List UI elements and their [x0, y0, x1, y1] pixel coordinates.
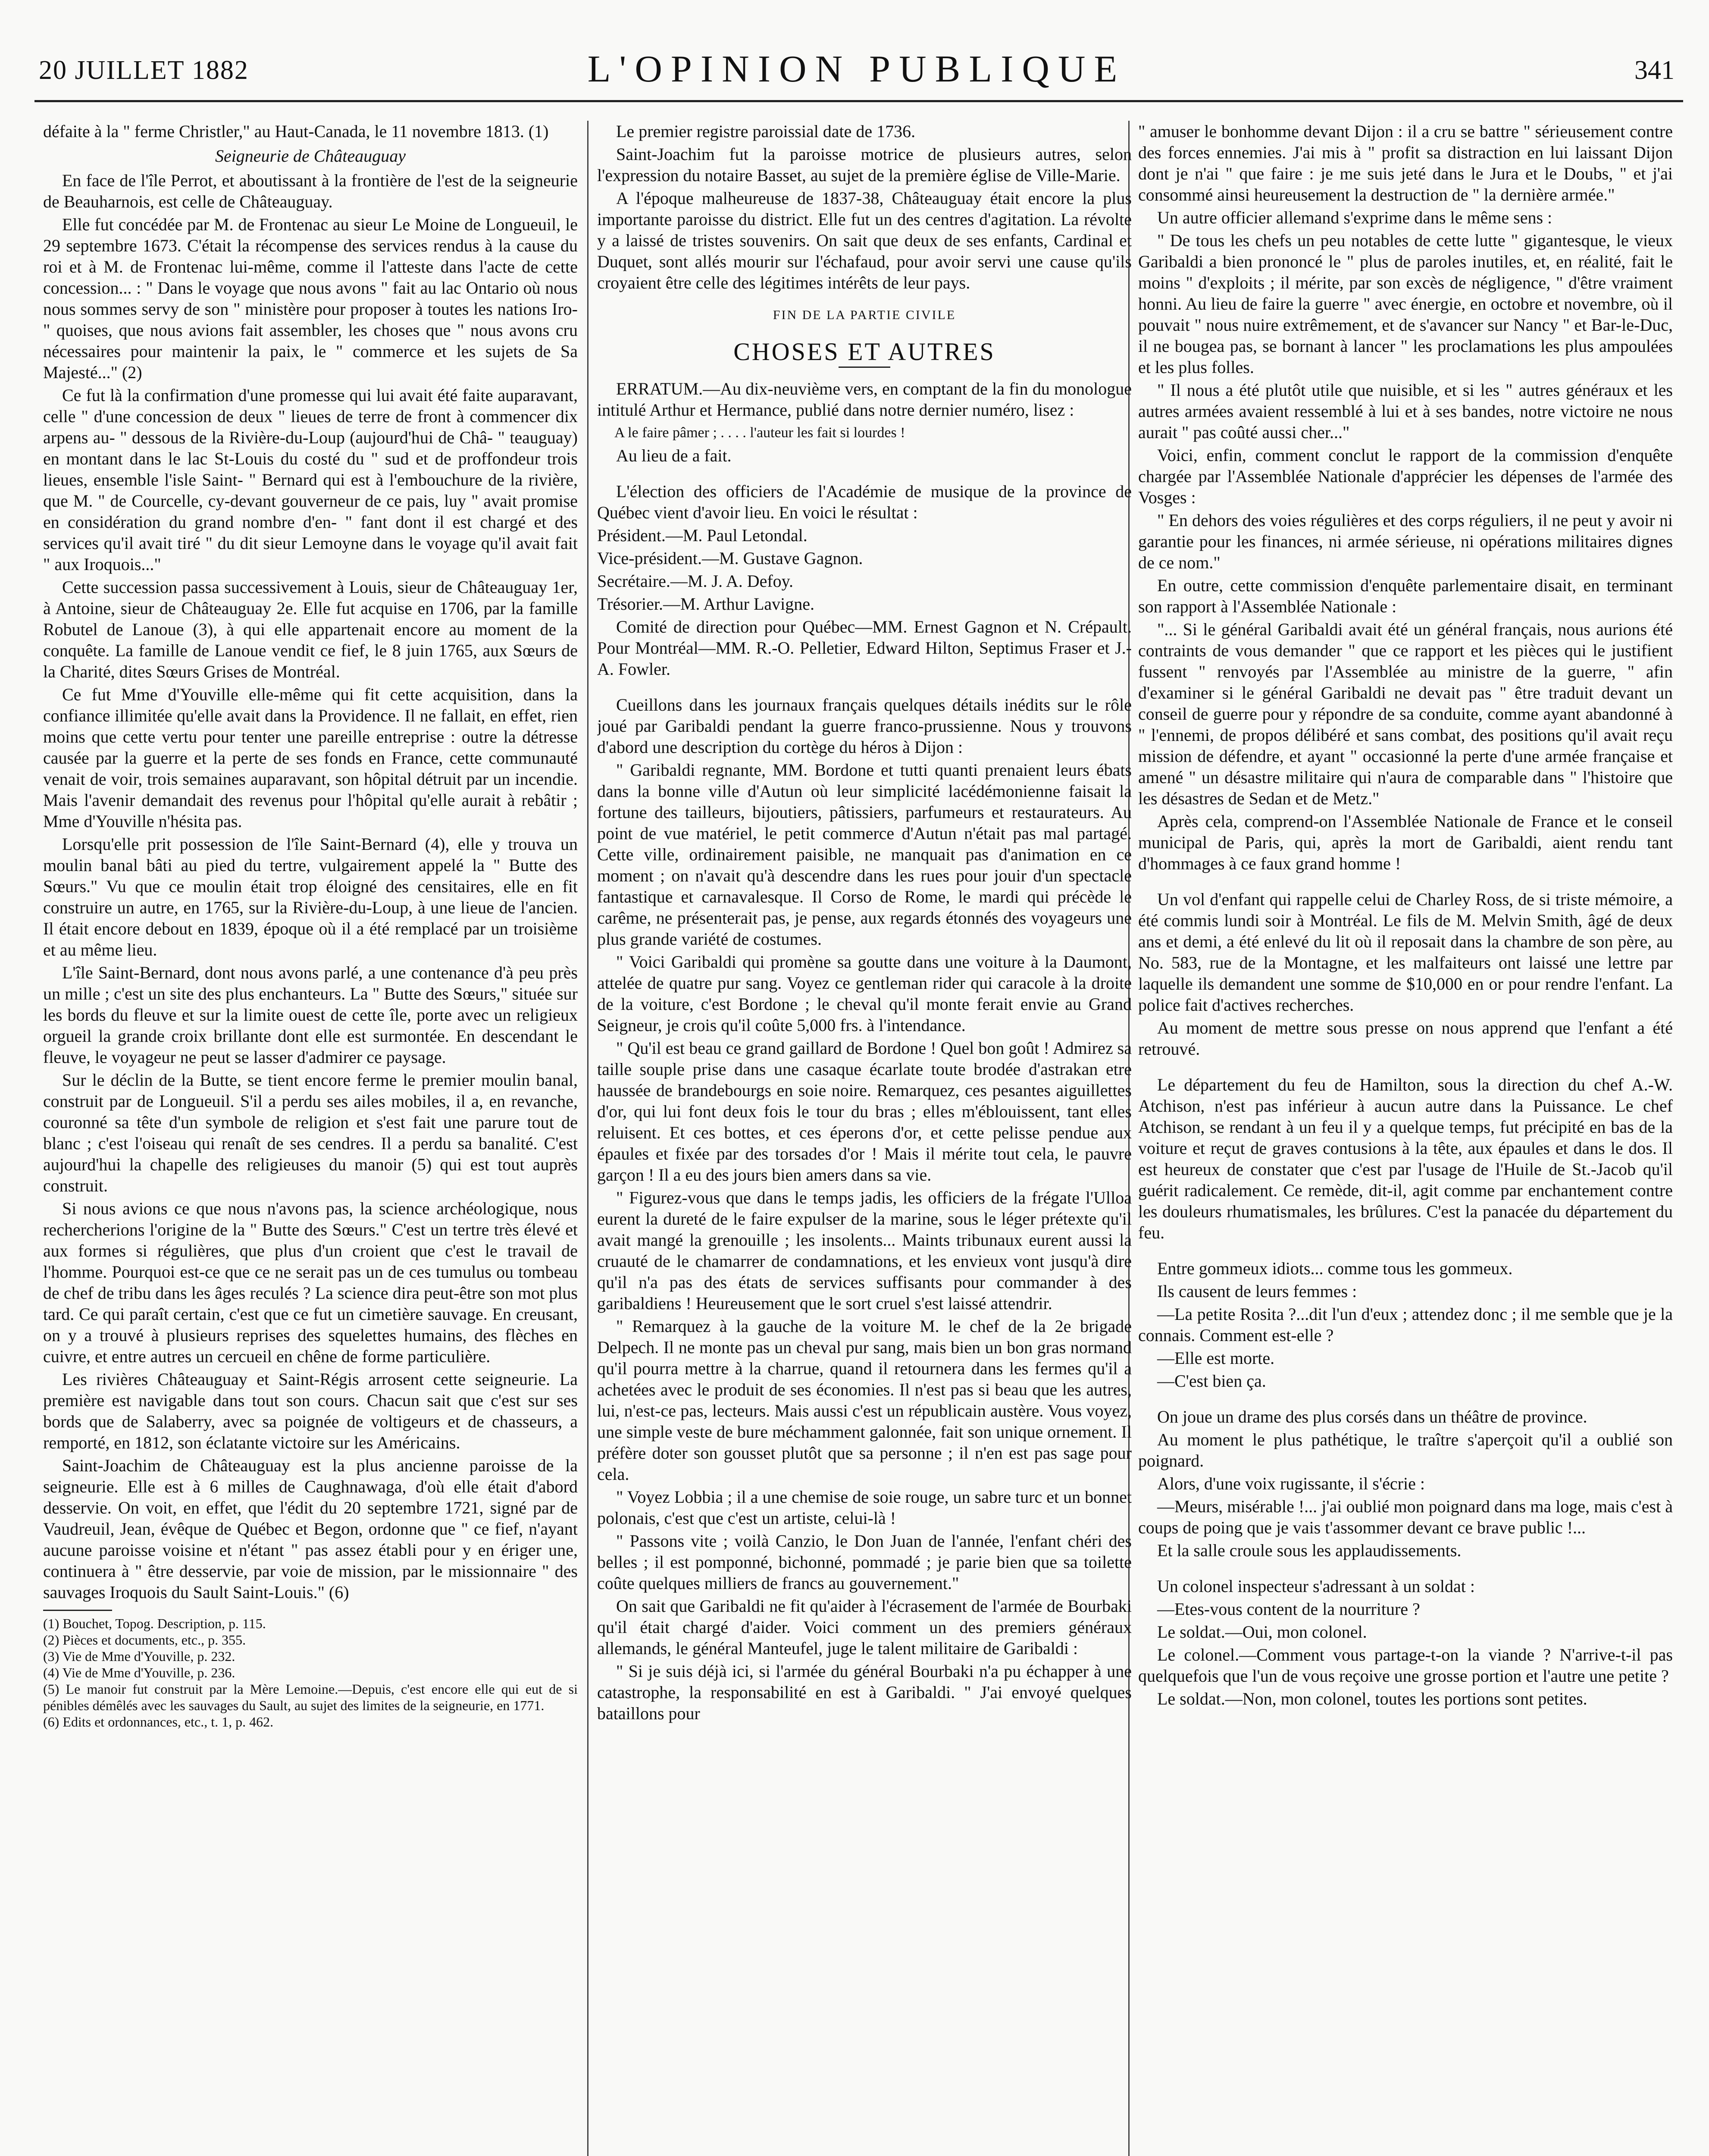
paragraph: Saint-Joachim fut la paroisse motrice de plusieurs autres, selon l'expression du notaire Basset, au sujet de la première église de Ville-Marie.: [597, 144, 1132, 185]
list-item: Secrétaire.—M. J. A. Defoy.: [597, 571, 794, 591]
paragraph: Un colonel inspecteur s'adressant à un soldat :: [1157, 1576, 1475, 1596]
paragraph: Cueillons dans les journaux français quelques détails inédits sur le rôle joué par Garibaldi pendant la guerre franco-prussienne. Nous y trouvons d'abord une description du cortège du héros à Dijon :: [597, 695, 1132, 757]
paragraph: On joue un drame des plus corsés dans un théâtre de province.: [1157, 1407, 1587, 1426]
quote-paragraph: " Qu'il est beau ce grand gaillard de Bordone ! Quel bon goût ! Admirez sa taille souple prise dans une casaque écarlate toute brodée d'astrakan etre haussée de brandebourgs en soie noire. Remarquez, ces pesantes aiguillettes d'or, qui lui font deux fois le tour du bras ; elles m'éblouissent, tant elles reluisent. Et ces bottes, et ces éperons d'or, et cette pelisse pendue aux épaules et fixée par des torsades d'or ! Mais il mérite tout cela, le pauvre garçon ! Il a eu des jours bien amers dans sa vie.: [597, 1038, 1132, 1185]
paragraph: Après cela, comprend-on l'Assemblée Nationale de France et le conseil municipal de Paris, qui, après la mort de Garibaldi, aient rendu tant d'hommages à ce faux grand homme !: [1138, 812, 1673, 873]
paragraph: L'élection des officiers de l'Académie de musique de la province de Québec vient d'avoir lieu. En voici le résultat :: [597, 482, 1132, 522]
quote-paragraph: " Voici Garibaldi qui promène sa goutte dans une voiture à la Daumont, attelée de quatre pur sang. Voyez ce gentleman rider qui caracole à la droite de la voiture, c'est Bordone ; le cheval qu'il monte ferait envie au Grand Seigneur, je crois qu'il coûte 5,000 frs. à l'intendance.: [597, 952, 1132, 1035]
paragraph: Les rivières Châteauguay et Saint-Régis arrosent cette seigneurie. La première est navigable dans tout son cours. Chacun sait que c'est sur ses bords que de Salaberry, avec sa poignée de voltigeurs et de chasseurs, a remporté, en 1812, son éclatante victoire sur les Américains.: [43, 1369, 578, 1452]
column-3: [1138, 121, 1673, 2156]
paragraph: Ils causent de leurs femmes :: [1157, 1282, 1357, 1301]
quote-paragraph: " Si je suis déjà ici, si l'armée du général Bourbaki n'a pu échapper à une catastrophe, la responsabilité en est à Garibaldi. " J'ai envoyé quelques bataillons pour: [597, 1661, 1132, 1723]
quote-paragraph: "... Si le général Garibaldi avait été un général français, nous aurions été contraints de vous demander " que ce rapport et les pièces qui le justifient fussent " renvoyés par l'Assemblée au ministre de la guerre, " afin d'examiner si le général Garibaldi ne devait pas " être traduit devant un conseil de guerre pour y répondre de sa conduite, comme ayant abandonné à " l'ennemi, de propos délibéré et sans combat, des positions qu'il avait reçu mission de défendre, et ayant " occasionné la perte d'une armée française et amené " un désastre militaire qui n'aura de comparable dans " l'histoire que les désastres de Sedan et de Metz.": [1138, 620, 1673, 808]
footnote: (3) Vie de Mme d'Youville, p. 232.: [43, 1648, 235, 1664]
paragraph: Voici, enfin, comment conclut le rapport de la commission d'enquête chargée par l'Assemblée Nationale d'apprécier les dépenses de l'armée des Vosges :: [1138, 445, 1673, 507]
footnote-rule: [43, 1610, 112, 1611]
list-item: Vice-président.—M. Gustave Gagnon.: [597, 548, 863, 568]
list-item: Trésorier.—M. Arthur Lavigne.: [597, 594, 815, 614]
quote-paragraph: " De tous les chefs un peu notables de cette lutte " gigantesque, le vieux Garibaldi a bien prononcé le " plus de paroles inutiles, et, en réalité, fait le moins " d'exploits ; il mérite, par son excès de négligence, " d'être vraiment honni. Au lieu de faire la guerre " avec énergie, en octobre et novembre, où il pouvait " nous nuire extrêmement, et de s'avancer sur Nancy " et Bar-le-Duc, il ne bougea pas, se bornant à lancer " les proclamations les plus ampoulées et les plus folles.: [1138, 231, 1673, 377]
quote-paragraph: " En dehors des voies régulières et des corps réguliers, il ne peut y avoir ni garantie pour les finances, ni armée sérieuse, ni opérations militaires dignes de ce nom.": [1138, 511, 1673, 572]
newspaper-title: L'OPINION PUBLIQUE: [587, 48, 1126, 90]
header-rule: [34, 100, 1683, 102]
section-title: CHOSES ET AUTRES: [733, 338, 995, 366]
dialogue-line: —Elle est morte.: [1157, 1348, 1275, 1368]
quote-paragraph: " Figurez-vous que dans le temps jadis, les officiers de la frégate l'Ulloa eurent la dureté de le faire expulser de la marine, sous le léger prétexte qu'il avait mangé la grenouille ; les insolents... Maints tribunaux eurent aussi la cruauté de le chamarrer de condamnations, et les envieux vont jusqu'à dire qu'il n'a pas des états de services suffisants pour commander à des garibaldiens ! Heureusement que le sort cruel s'est laissé attendrir.: [597, 1188, 1132, 1313]
footnote: (1) Bouchet, Topog. Description, p. 115.: [43, 1616, 266, 1631]
verse-line: A le faire pâmer ; . . . . l'auteur les fait si lourdes !: [614, 425, 905, 441]
paragraph: Lorsqu'elle prit possession de l'île Saint-Bernard (4), elle y trouva un moulin banal bâti au pied du tertre, vulgairement appelé la " Butte des Sœurs." Vu que ce moulin était trop éloigné des censitaires, elle en fit construire un autre, en 1765, sur la Rivière-du-Loup, à une lieue de l'ancien. Il était encore debout en 1839, époque où il a été remplacé par un troisième et au même lieu.: [43, 834, 578, 959]
paragraph: En face de l'île Perrot, et aboutissant à la frontière de l'est de la seigneurie de Beauharnois, est celle de Châteauguay.: [43, 171, 578, 211]
dialogue-line: —C'est bien ça.: [1157, 1371, 1266, 1391]
dialogue-line: —La petite Rosita ?...dit l'un d'eux ; attendez donc ; il me semble que je la connais. Comment est-elle ?: [1138, 1304, 1673, 1345]
erratum-paragraph: ERRATUM.—Au dix-neuvième vers, en comptant de la fin du monologue intitulé Arthur et Hermance, publié dans notre dernier numéro, lisez :: [597, 379, 1132, 420]
header-date: 20 JUILLET 1882: [39, 56, 249, 85]
footnote: (6) Edits et ordonnances, etc., t. 1, p. 462.: [43, 1714, 274, 1730]
paragraph: Un autre officier allemand s'exprime dans le même sens :: [1157, 208, 1552, 227]
paragraph: Ce fut là la confirmation d'une promesse qui lui avait été faite auparavant, celle " d'une concession de deux " lieues de terre de front à commencer dix arpens au- " dessous de la Rivière-du-Loup (aujourd'hui de Châ- " teauguay) en montant dans le lac St-Louis du costé du " sud et de proffondeur trois lieues, ensemble l'isle Saint- " Bernard qui est à l'embouchure de la rivière, que M. " de Courcelle, cy-devant gouverneur de ce pais, luy " avait promise en considération du grand nombre d'en- " fant dont il est chargé et des services qu'il avait tiré " du dit sieur Lemoyne dans le voyage qu'il avait fait " aux Iroquois...": [43, 385, 578, 574]
quote-paragraph: " amuser le bonhomme devant Dijon : il a cru se battre " sérieusement contre des forces ennemies. J'ai mis à " profit sa distraction en lui laissant Dijon dont je n'ai " que faire : je me suis jeté dans le Jura et le Doubs, " et j'ai consommé ainsi heureusement la destruction de " la dernière armée.": [1138, 122, 1673, 204]
paragraph: On sait que Garibaldi ne fit qu'aider à l'écrasement de l'armée de Bourbaki qu'il était chargé d'aider. Voici comment un des premiers généraux allemands, le général Manteufel, juge le talent militaire de Garibaldi :: [597, 1596, 1132, 1658]
page-header: [30, 47, 1683, 95]
dialogue-line: Le soldat.—Oui, mon colonel.: [1157, 1622, 1367, 1642]
paragraph: Comité de direction pour Québec—MM. Ernest Gagnon et N. Crépault. Pour Montréal—MM. R.-O. Pelletier, Edward Hilton, Septimus Fraser et J.-A. Fowler.: [597, 617, 1132, 679]
footnote: (5) Le manoir fut construit par la Mère Lemoine.—Depuis, c'est encore elle qui eut de si pénibles démêlés avec les sauvages du Sault, au sujet des limites de la seigneurie, en 1771.: [43, 1681, 578, 1713]
section-end-label: FIN DE LA PARTIE CIVILE: [773, 308, 956, 322]
paragraph: En outre, cette commission d'enquête parlementaire disait, en terminant son rapport à l'Assemblée Nationale :: [1138, 576, 1673, 616]
quote-paragraph: " Passons vite ; voilà Canzio, le Don Juan de l'année, l'enfant chéri des belles ; il est pomponné, bichonné, pommadé ; je parie bien que sa toilette coûte quelques milliers de francs au gouvernement.": [597, 1531, 1132, 1593]
paragraph: Le département du feu de Hamilton, sous la direction du chef A.-W. Atchison, n'est pas inférieur à aucun autre dans la Puissance. Le chef Atchison, se rendant à un feu il y a quelque temps, fut précipité en bas de la voiture et reçut de graves contusions à la tête, aux épaules et dans le dos. Il est heureux de constater que c'est par l'usage de l'Huile de St.-Jacob qu'il guérit radicalement. Ce remède, dit-il, agit comme par enchantement contre les douleurs rhumatismales, les brûlures. C'est la panacée du département du feu.: [1138, 1075, 1673, 1242]
dialogue-line: —Etes-vous content de la nourriture ?: [1157, 1599, 1420, 1619]
quote-paragraph: " Il nous a été plutôt utile que nuisible, et si les " autres généraux et les autres armées avaient ressemblé à lui et à ses bandes, notre victoire ne nous aurait " pas coûté aussi cher...": [1138, 380, 1673, 442]
list-item: Président.—M. Paul Letondal.: [597, 526, 808, 545]
dialogue-line: Le soldat.—Non, mon colonel, toutes les portions sont petites.: [1157, 1689, 1587, 1708]
quote-paragraph: " Remarquez à la gauche de la voiture M. le chef de la 2e brigade Delpech. Il ne monte pas un cheval pur sang, mais bien un bon gras normand qu'il pourra mettre à la charrue, quand il retournera dans les fermes qu'il a achetées avec le produit de ses économies. Il n'est pas si beau que les autres, lui, n'est-ce pas, lecteurs. Mais aussi c'est un républicain austère. Vous voyez, une simple veste de bure méchamment galonnée, fait son unique ornement. Il préfère doter son gousset plutôt que sa personne ; il n'en est pas sage pour cela.: [597, 1316, 1132, 1484]
column-2: [597, 121, 1132, 2156]
paragraph: Saint-Joachim de Châteauguay est la plus ancienne paroisse de la seigneurie. Elle est à 6 milles de Caughnawaga, d'où elle était d'abord desservie. On voit, en effet, que l'édit du 20 septembre 1721, signé par de Vaudreuil, Jean, évêque de Québec et Begon, ordonne que " ce fief, n'ayant aucune paroisse voisine et n'étant " pas assez établi pour y en ériger une, continuera à " être desservie, par voie de mission, par le missionnaire " des sauvages Iroquois du Sault Saint-Louis." (6): [43, 1456, 578, 1602]
column-divider: [587, 121, 588, 2156]
paragraph: Alors, d'une voix rugissante, il s'écrie :: [1157, 1474, 1425, 1493]
subheading: Seigneurie de Châteauguay: [215, 146, 406, 166]
paragraph: Entre gommeux idiots... comme tous les gommeux.: [1157, 1259, 1513, 1278]
paragraph: A l'époque malheureuse de 1837-38, Châteauguay était encore la plus importante paroisse du district. Elle fut un des centres d'agitation. La révolte y a laissé de tristes souvenirs. On sait que deux de ses enfants, Cardinal et Duquet, sont allés mourir sur l'échafaud, pour avoir servi une cause qu'ils croyaient être celle des légitimes intérêts de leur pays.: [597, 188, 1132, 292]
paragraph: Sur le déclin de la Butte, se tient encore ferme le premier moulin banal, construit par de Longueuil. S'il a perdu ses ailes mobiles, il a, en revanche, couronné sa tête d'un symbole de religion et s'est fait une parure tout de blanc ; c'est l'oiseau qui renaît de ses cendres. Il a perdu sa banalité. C'est aujourd'hui la chapelle des religieuses du manoir (5) qui est tout auprès construit.: [43, 1070, 578, 1195]
paragraph: défaite à la " ferme Christler," au Haut-Canada, le 11 novembre 1813. (1): [43, 122, 549, 141]
paragraph: Un vol d'enfant qui rappelle celui de Charley Ross, de si triste mémoire, a été commis lundi soir à Montréal. Le fils de M. Melvin Smith, âgé de deux ans et demi, a été enlevé du lit où il reposait dans la chambre de son père, au No. 583, rue de la Montagne, et les malfaiteurs ont laissé une lettre par laquelle ils demandent une somme de $10,000 en or pour rendre l'enfant. La police fait d'actives recherches.: [1138, 890, 1673, 1015]
page-number: 341: [1634, 56, 1675, 85]
title-rule: [839, 367, 890, 368]
paragraph: Et la salle croule sous les applaudissements.: [1157, 1541, 1462, 1560]
dialogue-line: Le colonel.—Comment vous partage-t-on la viande ? N'arrive-t-il pas quelquefois que l'un de vous reçoive une grosse portion et l'autre une petite ?: [1138, 1645, 1673, 1686]
paragraph: Ce fut Mme d'Youville elle-même qui fit cette acquisition, dans la confiance illimitée qu'elle avait dans la Providence. Il ne fallait, en effet, rien moins que cette vertu pour tenter une pareille entreprise : outre la détresse causée par la guerre et la perte de ses fonds en France, cette communauté venait de voir, trois semaines auparavant, son hôpital détruit par un incendie. Mais l'avenir demandait des revenus pour l'hôpital qu'elle aurait à rebâtir ; Mme d'Youville n'hésita pas.: [43, 685, 578, 831]
paragraph: Elle fut concédée par M. de Frontenac au sieur Le Moine de Longueuil, le 29 septembre 1673. C'était la récompense des services rendus à la cause du roi et à M. de Frontenac lui-même, comme il l'atteste dans l'acte de cette concession... : " Dans le voyage que nous avons " fait au lac Ontario où nous nous sommes servy de son " ministère pour proposer à toutes les nations Iro- " quoises, que nous avions fait assembler, les choses que " nous avons cru nécessaires pour maintenir la paix, le " commerce et les sujets de Sa Majesté..." (2): [43, 215, 578, 382]
paragraph: Si nous avions ce que nous n'avons pas, la science archéologique, nous rechercherions l'origine de la " Butte des Sœurs." C'est un tertre très élevé et aux formes si régulières, que plus d'un croient que c'est le travail de l'homme. Pourquoi est-ce que ce ne serait pas un de ces tumulus ou tombeau de chef de tribu dans les âges reculés ? La science dira peut-être son mot plus tard. Ce qui paraît certain, c'est que ce fut un cimetière sauvage. En creusant, on y a trouvé à plusieurs reprises des squelettes humains, des flèches en cuivre, et entre autres un cercueil en chêne de forme particulière.: [43, 1199, 578, 1366]
paragraph: L'île Saint-Bernard, dont nous avons parlé, a une contenance d'à peu près un mille ; c'est un site des plus enchanteurs. La " Butte des Sœurs," située sur les bords du fleuve et sur la limite ouest de cette île, porte avec un religieux orgueil la grande croix brillante dont elle est surmontée. En descendant le fleuve, le voyageur ne peut se lasser d'admirer ce paysage.: [43, 963, 578, 1067]
quote-paragraph: " Voyez Lobbia ; il a une chemise de soie rouge, un sabre turc et un bonnet polonais, c'est que c'est un artiste, celui-là !: [597, 1487, 1132, 1528]
footnote: (2) Pièces et documents, etc., p. 355.: [43, 1632, 246, 1648]
paragraph: Au lieu de a fait.: [616, 446, 732, 465]
paragraph: Au moment le plus pathétique, le traître s'aperçoit qu'il a oublié son poignard.: [1138, 1430, 1673, 1470]
footnote: (4) Vie de Mme d'Youville, p. 236.: [43, 1665, 235, 1680]
dialogue-line: —Meurs, misérable !... j'ai oublié mon poignard dans ma loge, mais c'est à coups de poing que je vais t'assommer devant ce brave public !...: [1138, 1497, 1673, 1537]
paragraph: Au moment de mettre sous presse on nous apprend que l'enfant a été retrouvé.: [1138, 1018, 1673, 1059]
paragraph: Le premier registre paroissial date de 1736.: [616, 122, 916, 141]
quote-paragraph: " Garibaldi regnante, MM. Bordone et tutti quanti prenaient leurs ébats dans la bonne ville d'Autun où leur simplicité lacédémonienne faisait la fortune des tailleurs, bijoutiers, pâtissiers, parfumeurs et restaurateurs. Au point de vue matériel, le petit commerce d'Autun n'était pas mal partagé. Cette ville, ordinairement paisible, ne manquait pas d'animation en ce moment ; on n'avait qu'à descendre dans les rues pour jouir d'un spectacle fantastique et carnavalesque. Il Corso de Rome, le mardi qui précède le carême, ne présenterait pas, je pense, aux regards étonnés des voyageurs une plus grande variété de costumes.: [597, 760, 1132, 949]
paragraph: Cette succession passa successivement à Louis, sieur de Châteauguay 1er, à Antoine, sieur de Châteauguay 2e. Elle fut acquise en 1706, par la famille Robutel de Lanoue (3), à qui elle appartenait encore au moment de la conquête. La famille de Lanoue vendit ce fief, le 8 juin 1765, aux Sœurs de la Charité, dites Sœurs Grises de Montréal.: [43, 577, 578, 681]
column-1: [43, 121, 578, 2156]
officers-list: [597, 525, 1132, 614]
